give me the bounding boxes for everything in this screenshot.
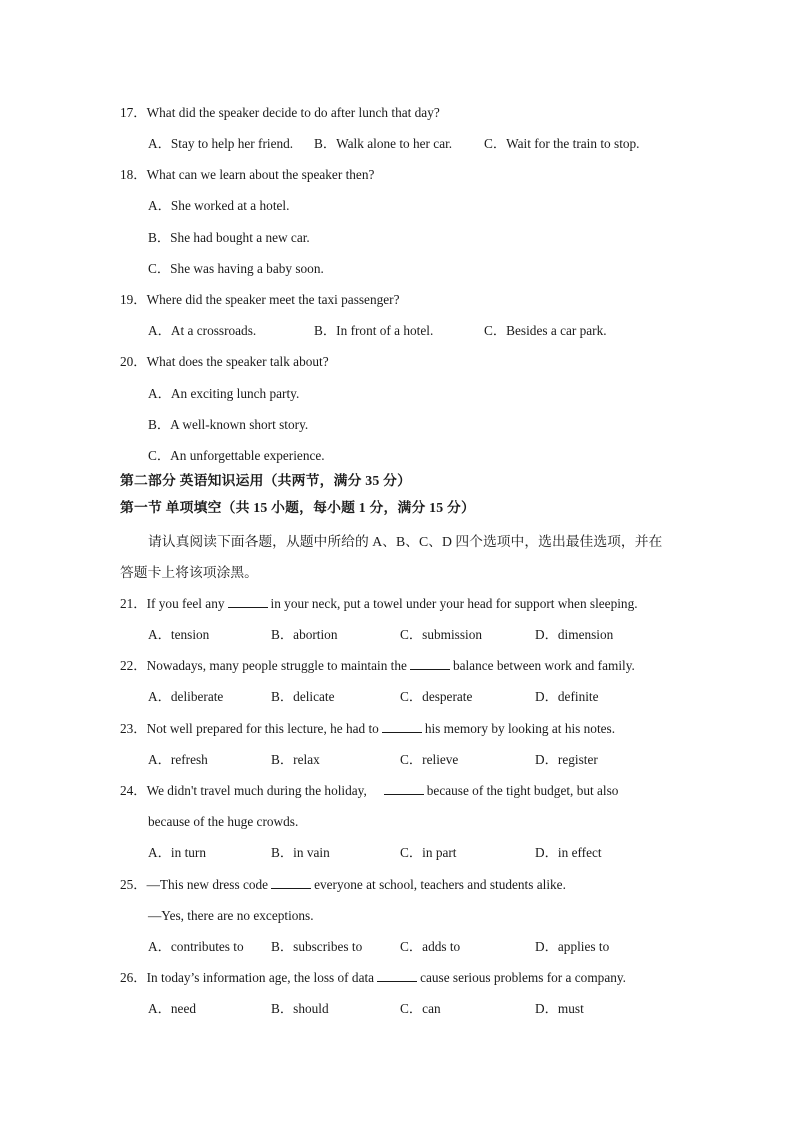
option-a: A．contributes to bbox=[148, 939, 244, 954]
answer-blank bbox=[382, 721, 422, 733]
option-c: C．submission bbox=[400, 627, 483, 642]
option-b: B．relax bbox=[271, 752, 320, 767]
option-c: C．adds to bbox=[400, 939, 461, 954]
option-d: D．in effect bbox=[535, 845, 602, 860]
dialogue-reply: —Yes, there are no exceptions. bbox=[148, 908, 314, 923]
question-number: 22． bbox=[120, 658, 147, 673]
option-a: A．She worked at a hotel. bbox=[148, 198, 290, 213]
question-19 bbox=[120, 291, 400, 309]
section-title: 第一节 单项填空（共 15 小题，每小题 1 分，满分 15 分） bbox=[120, 500, 475, 515]
answer-blank bbox=[377, 970, 417, 982]
question-number: 19． bbox=[120, 292, 147, 307]
question-text-before: If you feel any bbox=[146, 596, 225, 611]
question-number: 18． bbox=[120, 167, 147, 182]
question-number: 26． bbox=[120, 970, 147, 985]
question-text: What can we learn about the speaker then? bbox=[146, 167, 375, 182]
option-a: A．tension bbox=[148, 627, 210, 642]
option-b: B．abortion bbox=[271, 627, 338, 642]
question-number: 23． bbox=[120, 721, 147, 736]
question-24 bbox=[120, 782, 618, 800]
question-text-after: balance between work and family. bbox=[452, 658, 635, 673]
option-b: B．In front of a hotel. bbox=[314, 323, 434, 338]
option-b: B．A well-known short story. bbox=[148, 417, 309, 432]
question-21 bbox=[120, 595, 638, 613]
question-number: 25． bbox=[120, 877, 147, 892]
question-number: 20． bbox=[120, 354, 147, 369]
question-18 bbox=[120, 166, 374, 184]
option-c: C．can bbox=[400, 1001, 441, 1016]
option-b: B．in vain bbox=[271, 845, 330, 860]
question-22 bbox=[120, 657, 635, 675]
question-17 bbox=[120, 104, 440, 122]
option-b: B．subscribes to bbox=[271, 939, 363, 954]
option-a: A．in turn bbox=[148, 845, 206, 860]
question-text-after: because of the tight budget, but also bbox=[426, 783, 619, 798]
question-text-after: everyone at school, teachers and students alike. bbox=[314, 877, 566, 892]
question-26 bbox=[120, 969, 626, 987]
option-d: D．applies to bbox=[535, 939, 610, 954]
question-text-before: We didn't travel much during the holiday, bbox=[146, 783, 367, 798]
question-text-before: —This new dress code bbox=[146, 877, 269, 892]
question-25 bbox=[120, 876, 566, 894]
answer-blank bbox=[228, 596, 268, 608]
question-text: Where did the speaker meet the taxi passenger? bbox=[146, 292, 400, 307]
option-c: C．She was having a baby soon. bbox=[148, 261, 324, 276]
question-number: 21． bbox=[120, 596, 147, 611]
option-a: A．Stay to help her friend. bbox=[148, 136, 294, 151]
option-d: D．dimension bbox=[535, 627, 614, 642]
question-text-before: In today’s information age, the loss of data bbox=[146, 970, 375, 985]
instruction-line-1: 请认真阅读下面各题，从题中所给的 A、B、C、D 四个选项中，选出最佳选项，并在 bbox=[148, 534, 663, 549]
option-c: C．Besides a car park. bbox=[484, 323, 607, 338]
question-text-after: in your neck, put a towel under your head for support when sleeping. bbox=[270, 596, 638, 611]
option-b: B．delicate bbox=[271, 689, 335, 704]
question-number: 17． bbox=[120, 105, 147, 120]
option-a: A．deliberate bbox=[148, 689, 224, 704]
question-20 bbox=[120, 353, 329, 371]
question-text-after: cause serious problems for a company. bbox=[420, 970, 626, 985]
question-text-before: Nowadays, many people struggle to maintain the bbox=[146, 658, 407, 673]
option-b: B．Walk alone to her car. bbox=[314, 136, 453, 151]
question-continuation: because of the huge crowds. bbox=[148, 814, 299, 829]
option-a: A．An exciting lunch party. bbox=[148, 386, 300, 401]
answer-blank bbox=[384, 783, 424, 795]
option-d: D．register bbox=[535, 752, 598, 767]
option-c: C．in part bbox=[400, 845, 457, 860]
option-b: B．should bbox=[271, 1001, 329, 1016]
option-d: D．definite bbox=[535, 689, 599, 704]
option-a: A．At a crossroads. bbox=[148, 323, 257, 338]
question-text-before: Not well prepared for this lecture, he had to bbox=[146, 721, 379, 736]
question-text: What did the speaker decide to do after lunch that day? bbox=[146, 105, 440, 120]
instruction-line-2: 答题卡上将该项涂黑。 bbox=[120, 565, 258, 580]
part-title: 第二部分 英语知识运用（共两节，满分 35 分） bbox=[120, 473, 412, 488]
option-a: A．refresh bbox=[148, 752, 208, 767]
option-b: B．She had bought a new car. bbox=[148, 230, 310, 245]
option-c: C．desperate bbox=[400, 689, 473, 704]
question-23 bbox=[120, 720, 615, 738]
option-d: D．must bbox=[535, 1001, 584, 1016]
question-text: What does the speaker talk about? bbox=[146, 354, 329, 369]
option-c: C．relieve bbox=[400, 752, 459, 767]
option-a: A．need bbox=[148, 1001, 196, 1016]
option-c: C．Wait for the train to stop. bbox=[484, 136, 640, 151]
answer-blank bbox=[271, 877, 311, 889]
question-text-after: his memory by looking at his notes. bbox=[424, 721, 616, 736]
answer-blank bbox=[410, 658, 450, 670]
option-c: C．An unforgettable experience. bbox=[148, 448, 325, 463]
question-number: 24． bbox=[120, 783, 147, 798]
